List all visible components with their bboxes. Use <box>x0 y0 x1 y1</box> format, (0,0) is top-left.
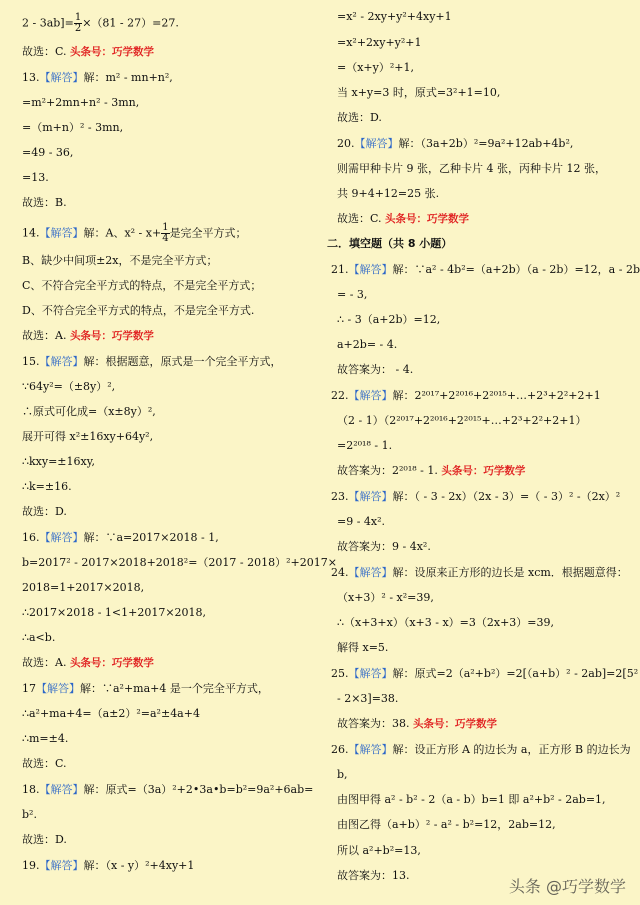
source-signature: 头条号：巧学数学 <box>441 465 526 477</box>
text-line <box>22 631 55 645</box>
text-run: 19. <box>22 859 40 872</box>
text-line <box>22 682 269 696</box>
text-line <box>22 13 179 34</box>
text-run: =49 - 36, <box>22 146 74 159</box>
text-run: 解：∵a=2017×2018 - 1, <box>83 531 219 544</box>
text-run: 解：A、x² - x+ <box>83 226 162 240</box>
text-line <box>337 818 556 832</box>
text-line <box>337 540 431 554</box>
text-line <box>22 430 153 444</box>
text-line <box>331 490 620 504</box>
text-run: ∴a²+ma+4=（a±2）²=a²±4a+4 <box>22 707 200 720</box>
text-line <box>22 254 218 268</box>
text-line <box>331 389 601 403</box>
text-run: 故答案为： - 4. <box>337 363 414 376</box>
text-run: 22. <box>331 389 349 402</box>
text-run: 由图甲得 a² - b² - 2（a - b）b=1 即 a²+b² - 2ab=1, <box>337 793 606 806</box>
text-line <box>331 263 640 277</box>
text-run: b, <box>337 768 348 781</box>
text-line <box>337 717 497 731</box>
text-run: 解：设原来正方形的边长是 xcm．根据题意得： <box>392 566 628 579</box>
text-run: 16. <box>22 531 40 544</box>
text-run: C、不符合完全平方式的特点，不是完全平方式； <box>22 279 262 292</box>
text-run: b². <box>22 808 37 821</box>
text-run: ∴k=±16. <box>22 480 72 493</box>
text-run: 24. <box>331 566 349 579</box>
text-run: =2²⁰¹⁸ - 1. <box>337 439 393 452</box>
text-line <box>331 667 638 681</box>
text-run: 17 <box>22 682 36 695</box>
text-line <box>22 732 68 746</box>
text-line <box>337 363 413 377</box>
text-line <box>22 121 123 135</box>
fraction: $\frac{1}{2}$ <box>74 12 82 34</box>
text-line <box>337 464 525 478</box>
text-run: = - 3, <box>337 288 368 301</box>
text-run: 15. <box>22 355 40 368</box>
text-run: 解：∵a² - 4b²=（a+2b）（a - 2b）=12，a - 2b <box>392 263 640 276</box>
text-line <box>22 223 247 244</box>
text-line <box>22 45 154 59</box>
text-run: 故答案为：38. <box>337 717 413 730</box>
answer-tag: 【解答】 <box>39 859 84 872</box>
text-line <box>337 338 397 352</box>
answer-tag: 【解答】 <box>39 355 84 368</box>
text-line <box>22 505 67 519</box>
text-run: 是完全平方式； <box>169 226 247 240</box>
text-run: 2018=1+2017×2018, <box>22 581 145 594</box>
text-run: ×（81 - 27）=27. <box>82 16 179 30</box>
text-run: 展开可得 x²±16xy+64y², <box>22 430 154 443</box>
text-run: 故选：D. <box>337 111 382 124</box>
text-run: ∴kxy=±16xy, <box>22 455 95 468</box>
text-line <box>22 581 144 595</box>
text-run: =x²+2xy+y²+1 <box>337 36 422 49</box>
text-run: 故选：D. <box>22 833 67 846</box>
text-line <box>22 783 313 797</box>
text-run: 解：m² - mn+n², <box>83 71 173 84</box>
answer-tag: 【解答】 <box>348 743 393 756</box>
answer-tag: 【解答】 <box>39 226 84 240</box>
text-run: 解：（x - y）²+4xy+1 <box>83 859 195 872</box>
text-line <box>337 162 606 176</box>
text-run: ∴原式可化成=（x±8y）², <box>22 405 156 418</box>
text-line <box>337 439 392 453</box>
fraction: $\frac{1}{4}$ <box>162 222 169 244</box>
text-run: 23. <box>331 490 349 503</box>
text-run: =9 - 4x². <box>337 515 386 528</box>
text-line <box>337 10 452 24</box>
text-line <box>22 606 206 620</box>
text-run: （x+3）² - x²=39, <box>337 591 434 604</box>
text-line <box>22 707 200 721</box>
text-run: ∵64y²=（±8y）², <box>22 380 116 393</box>
text-line <box>337 616 554 630</box>
text-line <box>337 591 434 605</box>
text-line <box>337 111 382 125</box>
text-line <box>22 196 67 210</box>
text-run: ∴（x+3+x）（x+3 - x）=3（2x+3）=39, <box>337 616 555 629</box>
text-run: ∴ - 3（a+2b）=12, <box>337 313 441 326</box>
answer-tag: 【解答】 <box>348 566 393 579</box>
text-line <box>22 656 154 670</box>
text-run: 21. <box>331 263 349 276</box>
text-line <box>337 692 398 706</box>
text-run: 故答案为：13. <box>337 869 410 882</box>
answer-tag: 【解答】 <box>354 137 399 150</box>
text-run: 14. <box>22 226 40 240</box>
source-signature: 头条号：巧学数学 <box>413 718 497 730</box>
text-line <box>337 187 439 201</box>
text-run: 故答案为：2²⁰¹⁸ - 1. <box>337 464 442 477</box>
text-run: 25. <box>331 667 349 680</box>
text-line <box>22 71 173 85</box>
text-run: 解：2²⁰¹⁷+2²⁰¹⁶+2²⁰¹⁵+…+2³+2²+2+1 <box>392 389 601 402</box>
text-run: 13. <box>22 71 40 84</box>
text-run: 解：（ - 3 - 2x）（2x - 3）=（ - 3）² -（2x）² <box>392 490 621 503</box>
text-line <box>22 171 49 185</box>
text-run: 解：根据题意，原式是一个完全平方式， <box>83 355 282 368</box>
answer-tag: 【解答】 <box>348 667 393 680</box>
text-run: 故选：C. <box>22 45 71 58</box>
source-signature: 头条号：巧学数学 <box>70 46 155 58</box>
text-run: 所以 a²+b²=13, <box>337 844 421 857</box>
text-run: =（x+y）²+1, <box>337 61 414 74</box>
answer-tag: 【解答】 <box>39 71 84 84</box>
text-line <box>337 86 500 100</box>
text-run: B、缺少中间项±2x，不是完全平方式； <box>22 254 218 267</box>
text-run: 解得 x=5. <box>337 641 389 654</box>
text-line <box>337 61 414 75</box>
text-line <box>22 480 72 494</box>
source-signature: 头条号：巧学数学 <box>385 213 470 225</box>
text-run: 解：设正方形 A 的边长为 a，正方形 B 的边长为 <box>392 743 631 756</box>
text-run: 由图乙得（a+b）² - a² - b²=12，2ab=12, <box>337 818 556 831</box>
text-line <box>327 237 452 251</box>
text-run: 20. <box>337 137 355 150</box>
text-line <box>337 869 410 883</box>
text-run: =m²+2mn+n² - 3mn, <box>22 96 140 109</box>
text-line <box>337 768 348 782</box>
text-run: ∴a<b. <box>22 631 56 644</box>
text-run: 故选：C. <box>337 212 386 225</box>
text-run: 故答案为：9 - 4x². <box>337 540 431 553</box>
text-line <box>22 329 154 343</box>
text-run: 2 - 3ab]= <box>22 16 74 30</box>
text-line <box>337 414 586 428</box>
text-run: 26. <box>331 743 349 756</box>
watermark: 头条 @巧学数学 <box>508 877 626 896</box>
text-line <box>337 313 440 327</box>
text-run: 解：原式=2（a²+b²）=2[（a+b）² - 2ab]=2[5² <box>392 667 639 680</box>
section-heading: 二．填空题（共 8 小题） <box>327 237 453 250</box>
text-run: 故选：D. <box>22 505 67 518</box>
text-run: 当 x+y=3 时，原式=3²+1=10, <box>337 86 501 99</box>
text-line <box>337 641 388 655</box>
answer-tag: 【解答】 <box>39 531 84 544</box>
text-run: 共 9+4+12=25 张. <box>337 187 440 200</box>
text-line <box>22 531 219 545</box>
text-run: 则需甲种卡片 9 张，乙种卡片 4 张，丙种卡片 12 张， <box>337 162 606 175</box>
text-run: 故选：C. <box>22 757 67 770</box>
answer-tag: 【解答】 <box>348 490 393 503</box>
text-line <box>22 355 282 369</box>
text-line <box>22 859 194 873</box>
text-run: a+2b= - 4. <box>337 338 398 351</box>
text-run: D、不符合完全平方式的特点，不是完全平方式. <box>22 304 255 317</box>
text-line <box>22 405 156 419</box>
text-line <box>331 566 628 580</box>
text-line <box>331 743 631 757</box>
answer-tag: 【解答】 <box>348 389 393 402</box>
text-line <box>22 808 37 822</box>
text-run: 故选：A. <box>22 329 70 342</box>
text-line <box>337 36 422 50</box>
text-line <box>337 844 421 858</box>
text-line <box>337 212 469 226</box>
source-signature: 头条号：巧学数学 <box>69 330 154 342</box>
text-run: （2 - 1）（2²⁰¹⁷+2²⁰¹⁶+2²⁰¹⁵+…+2³+2²+2+1） <box>337 414 587 427</box>
text-run: =（m+n）² - 3mn, <box>22 121 124 134</box>
text-run: =x² - 2xy+y²+4xy+1 <box>337 10 452 23</box>
text-line <box>22 146 73 160</box>
text-run: ∴m=±4. <box>22 732 69 745</box>
text-run: 解：（3a+2b）²=9a²+12ab+4b², <box>398 137 574 150</box>
text-line <box>22 304 254 318</box>
text-run: 18. <box>22 783 40 796</box>
text-line <box>337 288 367 302</box>
text-run: 故选：B. <box>22 196 67 209</box>
text-line <box>22 757 67 771</box>
text-line <box>337 515 385 529</box>
text-run: ∴2017×2018 - 1<1+2017×2018, <box>22 606 207 619</box>
text-run: 解：原式=（3a）²+2•3a•b=b²=9a²+6ab= <box>83 783 314 796</box>
text-line <box>22 380 115 394</box>
text-line <box>22 96 139 110</box>
text-run: 故选：A. <box>22 656 70 669</box>
answer-tag: 【解答】 <box>36 682 80 695</box>
answer-tag: 【解答】 <box>348 263 393 276</box>
text-line <box>337 793 606 807</box>
text-run: - 2×3]=38. <box>337 692 399 705</box>
text-run: =13. <box>22 171 49 184</box>
text-line <box>22 455 95 469</box>
text-line <box>22 556 337 570</box>
text-run: 解：∵a²+ma+4 是一个完全平方式， <box>80 682 269 695</box>
text-line <box>337 137 573 151</box>
text-line <box>22 279 261 293</box>
text-run: b=2017² - 2017×2018+2018²=（2017 - 2018）²+2017× <box>22 556 337 569</box>
text-line <box>22 833 67 847</box>
answer-tag: 【解答】 <box>39 783 84 796</box>
source-signature: 头条号：巧学数学 <box>69 657 154 669</box>
